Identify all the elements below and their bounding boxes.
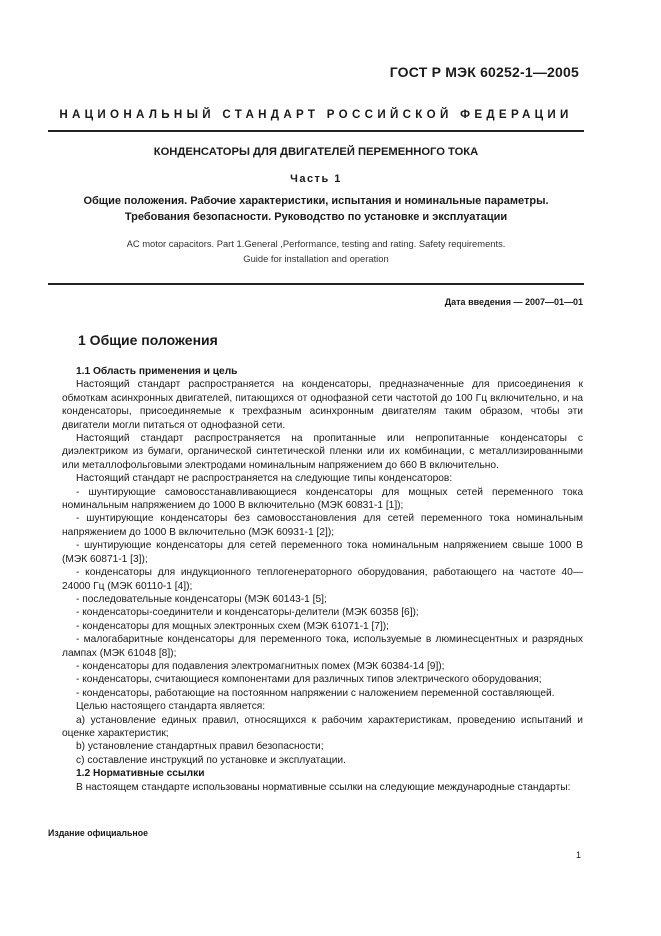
paragraph: Целью настоящего стандарта является: [76,701,266,713]
paragraph: Настоящий стандарт распространяется на пропитанные или непропитанные конденсаторы с диэлектриком из бумаги, органической синтетической пленки или их комбинации, с металлизированными или металлофольговыми электродами номинальным напряжением до 660 В включительно. [62,433,583,471]
paragraph: b) установление стандартных правил безопасности; [76,741,324,753]
paragraph: В настоящем стандарте использованы нормативные ссылки на следующие международные стандарты: [76,781,571,793]
paragraph: - шунтирующие конденсаторы для сетей переменного тока номинальным напряжением свыше 1000 В (МЭК 60871-1 [3]); [62,540,583,565]
english-title-line: Guide for installation and operation [243,252,389,264]
middle-divider [48,283,584,285]
subsection-heading: 1.2 Нормативные ссылки [76,768,205,780]
subtitle-line: Общие положения. Рабочие характеристики, испытания и номинальные параметры. [83,195,549,207]
english-title-line: AC motor capacitors. Part 1.General ,Performance, testing and rating. Safety requirements. [126,238,506,249]
introduction-date: Дата введения — 2007—01—01 [444,297,583,307]
paragraph: c) составление инструкций по установке и эксплуатации. [76,754,346,766]
paragraph: - конденсаторы-соединители и конденсаторы-делители (МЭК 60358 [6]); [76,607,419,619]
paragraph: - шунтирующие самовосстанавливающиеся конденсаторы для мощных сетей переменного тока номинальным напряжением до 1000 В включительно (МЭК 60831-1 [1]); [62,486,583,512]
section-heading: 1 Общие положения [78,332,218,348]
top-divider [48,130,584,132]
national-standard-banner: НАЦИОНАЛЬНЫЙ СТАНДАРТ РОССИЙСКОЙ ФЕДЕРАЦИИ [59,108,573,121]
paragraph: - конденсаторы для мощных электронных схем (МЭК 61071-1 [7]); [76,620,390,632]
document-title: КОНДЕНСАТОРЫ ДЛЯ ДВИГАТЕЛЕЙ ПЕРЕМЕННОГО ТОКА [153,146,479,158]
paragraph: - конденсаторы для подавления электромагнитных помех (МЭК 60384-14 [9]); [76,660,445,672]
subsection-heading: 1.1 Область применения и цель [76,366,238,377]
paragraph: а) установление единых правил, относящихся к рабочим характеристикам, проведению испытаний и оценке характеристик; [62,714,583,739]
english-title [48,237,584,266]
official-edition-label: Издание официальное [48,828,148,838]
page-number: 1 [575,850,581,860]
paragraph: - конденсаторы, считающиеся компонентами для различных типов электрического оборудования; [76,674,542,686]
paragraph: - последовательные конденсаторы (МЭК 60143-1 [5]; [76,593,327,605]
paragraph: - конденсаторы, работающие на постоянном напряжении с наложением переменной составляющей. [76,687,555,699]
paragraph: - шунтирующие конденсаторы без самовосстановления для сетей переменного тока номинальным напряжением до 1000 В включительно (МЭК 60931-1 [2]); [62,513,583,538]
paragraph: - конденсаторы для индукционного теплогенераторного оборудования, работающего на частоте 40—24000 Гц (МЭК 60110-1 [4]); [62,567,583,592]
document-subtitle [48,193,584,225]
paragraph: Настоящий стандарт не распространяется на следующие типы конденсаторов: [76,473,453,485]
section-body [62,365,583,794]
paragraph: - малогабаритные конденсаторы для переменного тока, используемые в люминесцентных и разрядных лампах (МЭК 61048 [8]); [62,634,583,659]
part-label: Часть 1 [290,173,342,185]
paragraph: Настоящий стандарт распространяется на конденсаторы, предназначенные для присоединения к обмоткам асинхронных двигателей, питающихся от однофазной сети частотой до 100 Гц включительно, и на конденсаторы, присоединяемые к трехфазным асинхронным двигателям таким образом, чтобы эти двигатели могли питаться от однофазной сети. [62,379,583,431]
subtitle-line: Требования безопасности. Руководство по установке и эксплуатации [124,211,508,223]
document-code: ГОСТ Р МЭК 60252-1—2005 [389,64,579,80]
